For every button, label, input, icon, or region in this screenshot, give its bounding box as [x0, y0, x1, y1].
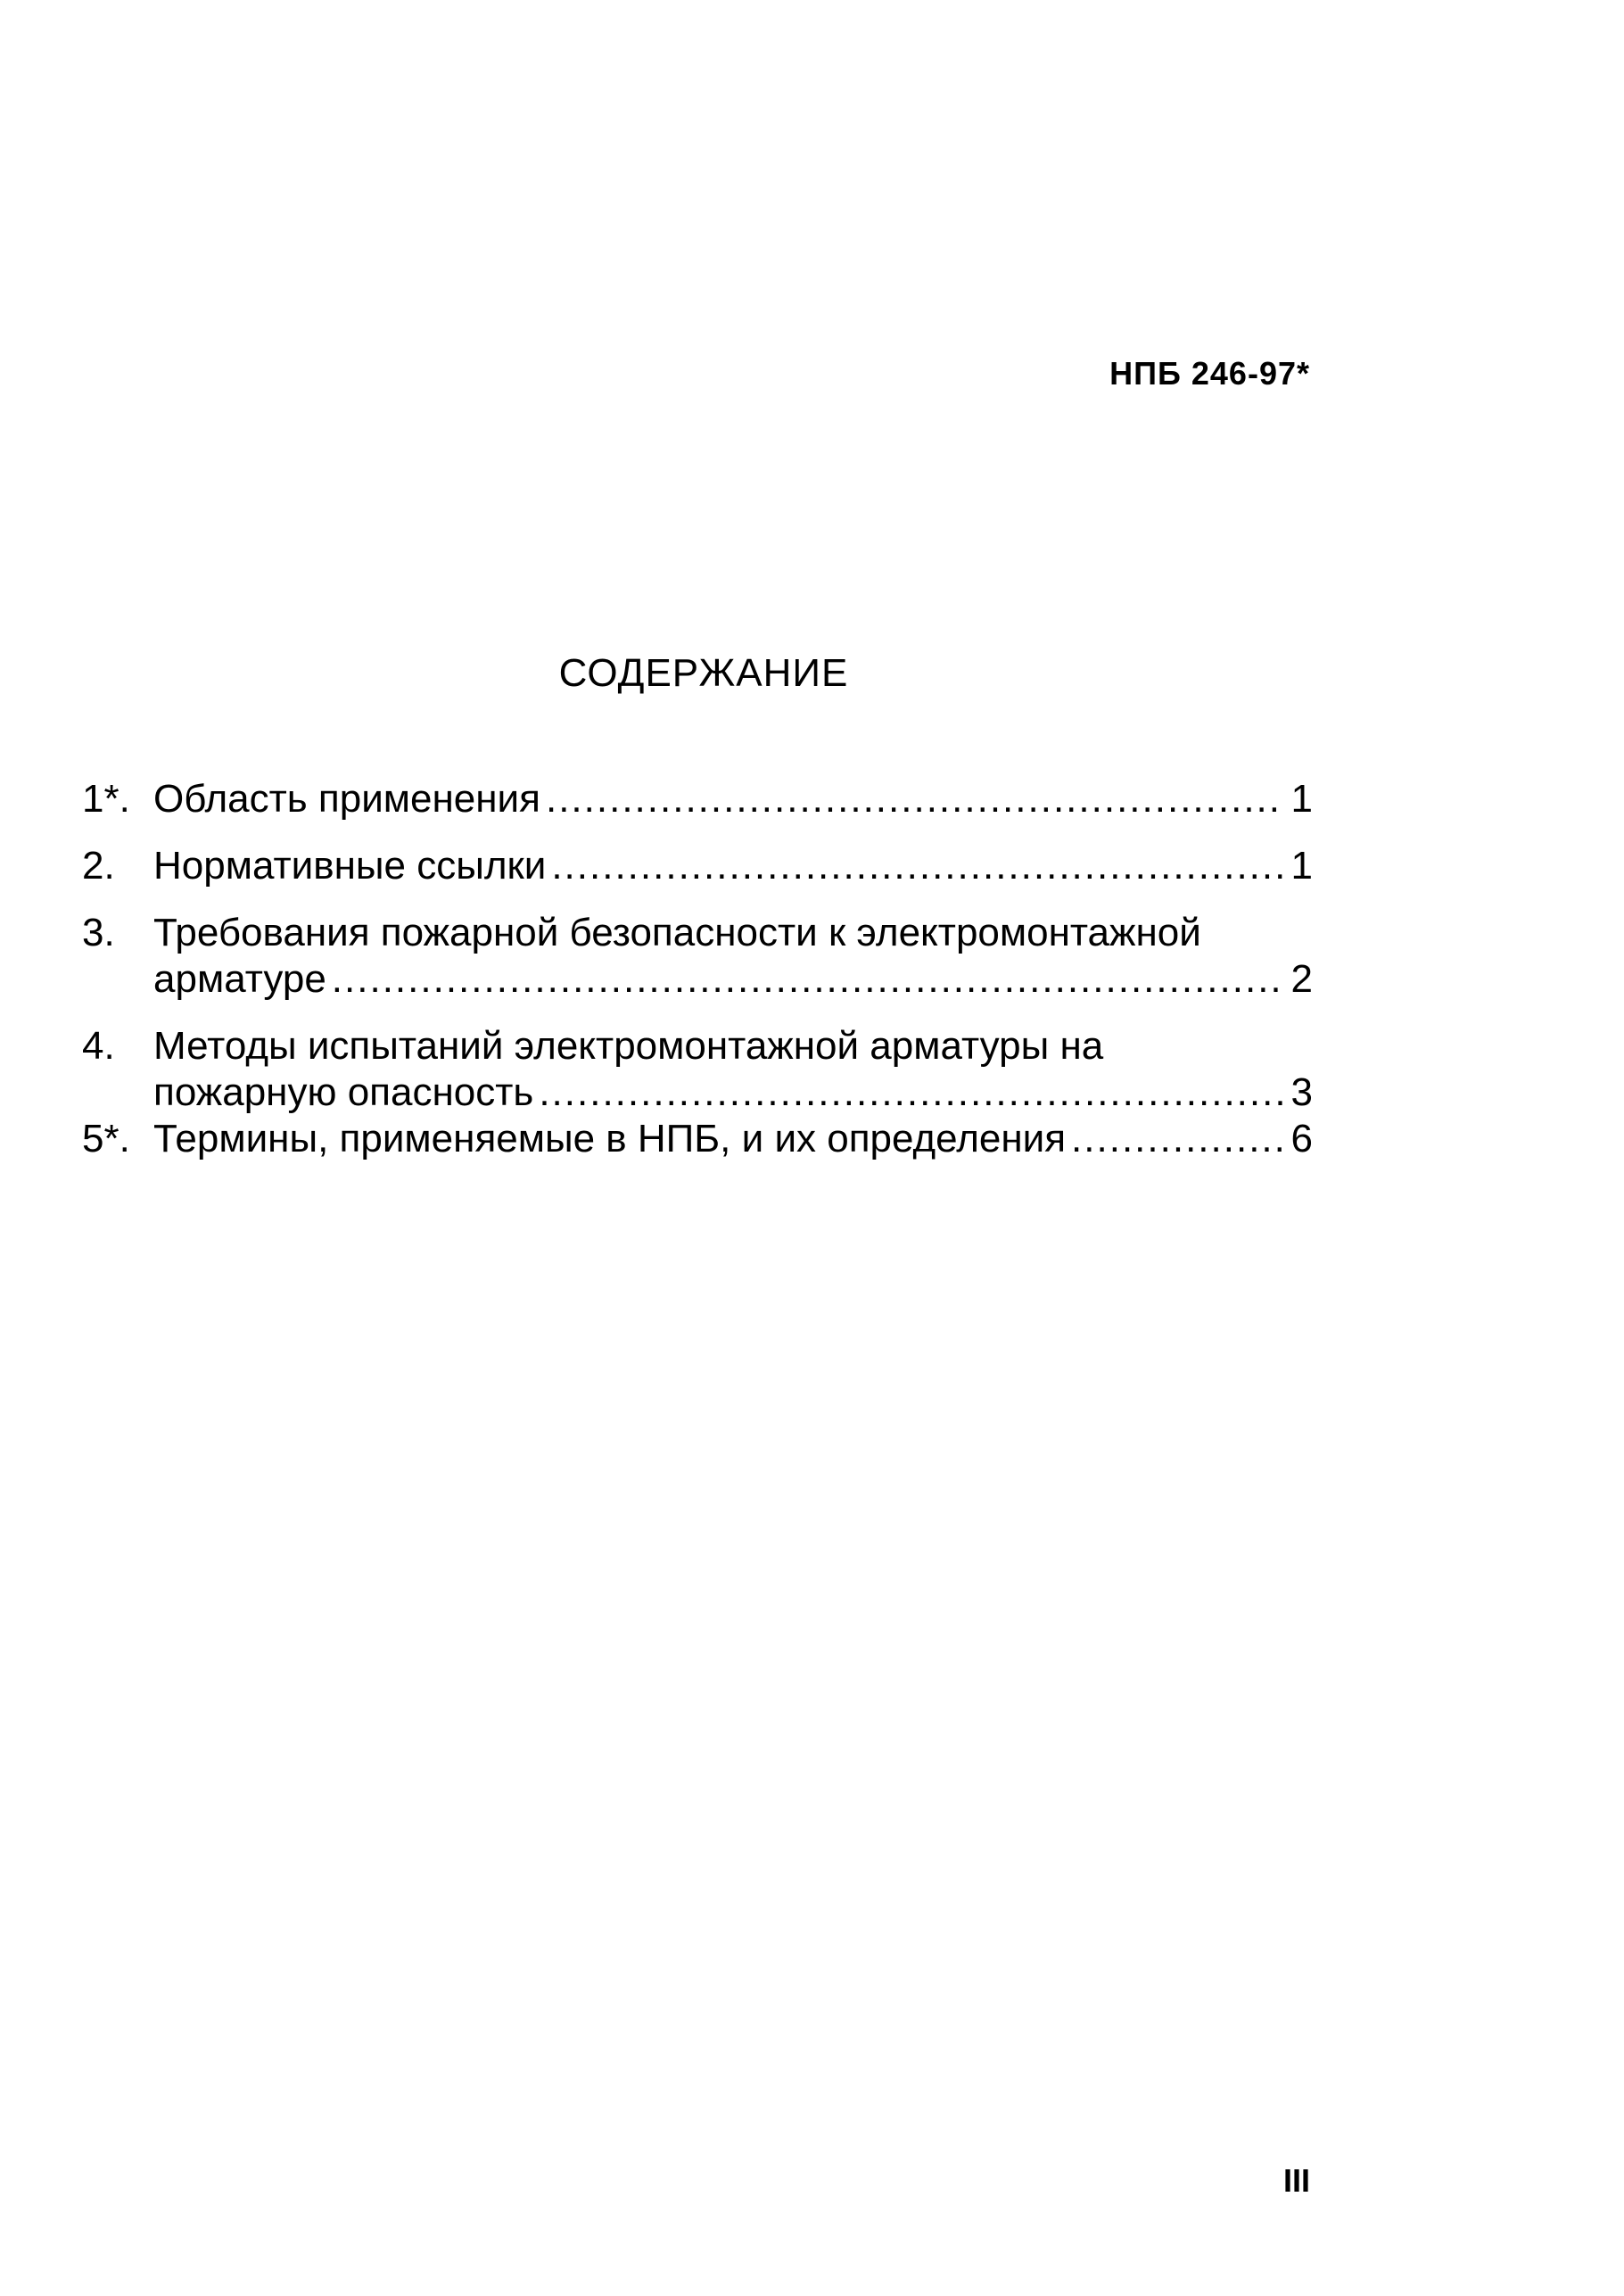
dot-leader — [539, 1070, 1284, 1116]
toc-entry-line — [153, 1070, 1313, 1116]
toc-entry[interactable] — [82, 1116, 1313, 1162]
dot-leader — [546, 776, 1284, 822]
toc-entry-title-line: Требования пожарной безопасности к электромонтажной — [153, 911, 1201, 954]
toc-title: СОДЕРЖАНИЕ — [558, 651, 849, 695]
toc-entry-number: 2. — [82, 844, 115, 888]
toc-entry-line — [153, 776, 1313, 822]
toc-entry[interactable] — [82, 1023, 1313, 1116]
dot-leader — [1071, 1116, 1284, 1162]
toc-entry-title-line: Методы испытаний электромонтажной арматуры на — [153, 1024, 1104, 1068]
toc-entry-page: 1 — [1290, 844, 1313, 888]
toc-entry-page: 6 — [1290, 1117, 1313, 1160]
toc-entry-body — [153, 910, 1313, 1003]
toc-entry-body — [153, 843, 1313, 889]
toc-entry-number: 1*. — [82, 777, 130, 821]
toc-entry-title: Нормативные ссылки — [153, 844, 547, 888]
toc-entry[interactable] — [82, 843, 1313, 889]
toc-entry-body — [153, 776, 1313, 822]
toc-entry-title: Область применения — [153, 777, 540, 821]
toc-entry-line — [153, 956, 1313, 1003]
toc-entry-number: 4. — [82, 1024, 115, 1068]
toc-entry-body — [153, 1116, 1313, 1162]
toc-entry-number: 3. — [82, 911, 115, 954]
page-number: III — [1282, 2162, 1310, 2199]
dot-leader — [551, 843, 1284, 889]
document-code: НПБ 246-97* — [1109, 355, 1310, 392]
table-of-contents — [82, 776, 1313, 1162]
toc-entry-line — [153, 1116, 1313, 1162]
toc-entry-page: 3 — [1290, 1070, 1313, 1114]
toc-entry-body — [153, 1023, 1313, 1116]
dot-leader — [332, 956, 1284, 1003]
toc-entry[interactable] — [82, 776, 1313, 822]
toc-entry-number: 5*. — [82, 1117, 130, 1160]
toc-entry-title: Термины, применяемые в НПБ, и их определения — [153, 1117, 1067, 1160]
toc-entry-title: арматуре — [153, 957, 326, 1001]
toc-entry-page: 1 — [1290, 777, 1313, 821]
toc-entry-line — [153, 1023, 1313, 1070]
toc-entry-page: 2 — [1290, 957, 1313, 1001]
toc-entry-title: пожарную опасность — [153, 1070, 534, 1114]
toc-entry-line — [153, 910, 1313, 956]
toc-entry-line — [153, 843, 1313, 889]
toc-entry[interactable] — [82, 910, 1313, 1003]
